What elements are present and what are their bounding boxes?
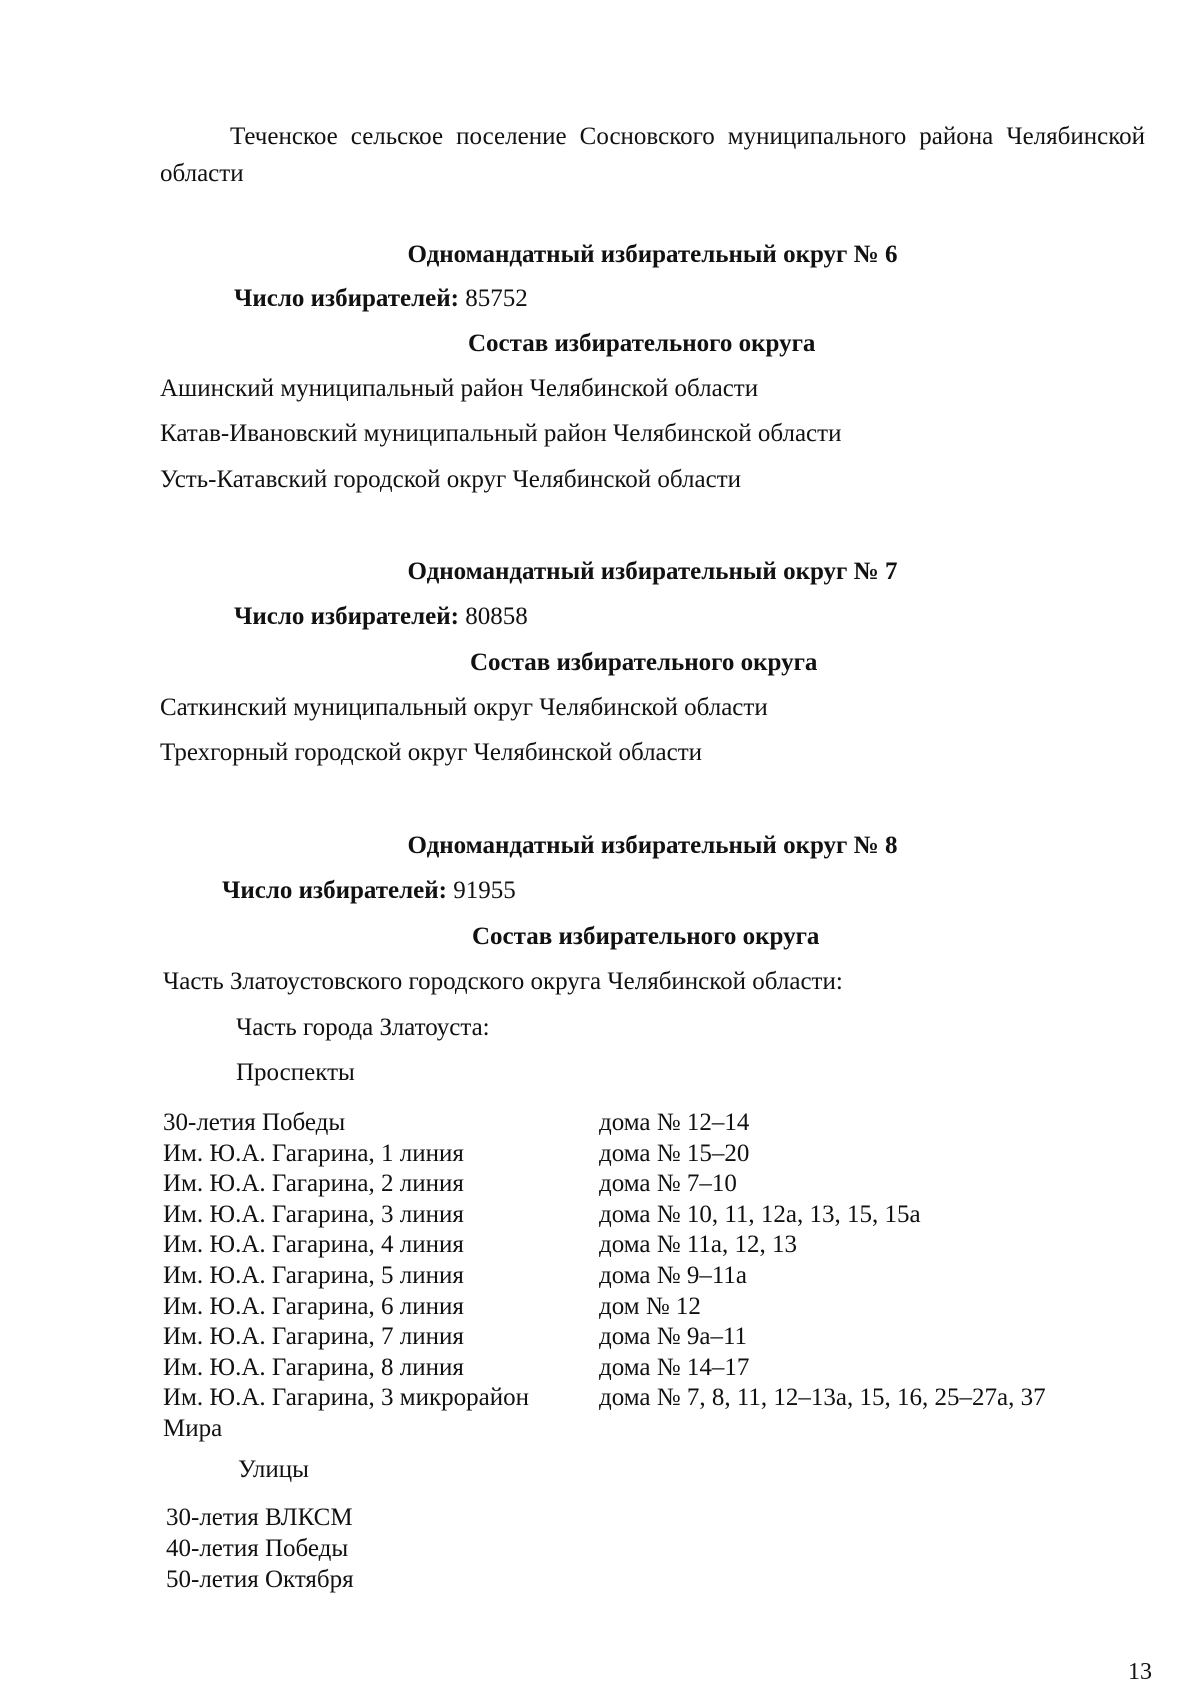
street-name: Им. Ю.А. Гагарина, 3 линия <box>163 1200 464 1228</box>
prospects-heading: Проспекты <box>236 1059 355 1086</box>
intro-paragraph: Теченское сельское поселение Сосновского муниципального района Челябинской области <box>160 123 1145 187</box>
streets-list <box>166 1502 354 1595</box>
house-numbers: дома № 11а, 12, 13 <box>599 1231 798 1259</box>
house-numbers: дома № 7–10 <box>599 1170 737 1198</box>
voters-value: 85752 <box>465 285 528 312</box>
house-numbers: дома № 14–17 <box>599 1353 750 1381</box>
page-number: 13 <box>1128 1659 1152 1685</box>
street-name: Им. Ю.А. Гагарина, 8 линия <box>163 1353 464 1381</box>
district-8-item: Часть Златоустовского городского округа Челябинской области: <box>163 968 843 995</box>
list-item: 50-летия Октября <box>166 1566 354 1593</box>
house-numbers: дома № 12–14 <box>599 1109 750 1136</box>
streets-heading: Улицы <box>238 1456 309 1483</box>
district-6-item: Усть-Катавский городской округ Челябинской области <box>160 466 741 493</box>
street-name: Им. Ю.А. Гагарина, 2 линия <box>163 1170 464 1198</box>
voters-value: 80858 <box>465 603 528 630</box>
district-6-voters <box>234 286 528 311</box>
voters-label: Число избирателей: <box>222 877 447 904</box>
district-6-item: Ашинский муниципальный район Челябинской области <box>160 375 759 402</box>
list-item: 40-летия Победы <box>166 1535 349 1562</box>
district-7-item: Саткинский муниципальный округ Челябинской области <box>160 694 768 721</box>
voters-label: Число избирателей: <box>234 285 459 312</box>
street-name: Им. Ю.А. Гагарина, 7 линия <box>163 1323 464 1351</box>
street-name: Мира <box>163 1414 223 1442</box>
district-8-voters <box>222 878 516 903</box>
house-numbers: дома № 15–20 <box>599 1139 750 1167</box>
house-numbers: дома № 9–11а <box>599 1261 748 1289</box>
district-7-title: Одномандатный избирательный округ № 7 <box>407 558 898 585</box>
street-name: Им. Ю.А. Гагарина, 4 линия <box>163 1231 464 1259</box>
district-6-composition-title: Состав избирательного округа <box>468 330 816 357</box>
house-numbers: дом № 12 <box>599 1292 701 1320</box>
district-8-title: Одномандатный избирательный округ № 8 <box>407 832 898 859</box>
house-numbers: дома № 7, 8, 11, 12–13а, 15, 16, 25–27а, 37 <box>599 1384 1046 1412</box>
voters-value: 91955 <box>453 877 516 904</box>
district-7-item: Трехгорный городской округ Челябинской области <box>160 739 703 766</box>
district-7-composition-title: Состав избирательного округа <box>470 649 818 676</box>
district-6-item: Катав-Ивановский муниципальный район Челябинской области <box>160 420 842 447</box>
street-name: Им. Ю.А. Гагарина, 5 линия <box>163 1261 464 1289</box>
district-6-title: Одномандатный избирательный округ № 6 <box>407 241 898 268</box>
district-8-composition-title: Состав избирательного округа <box>472 923 820 950</box>
street-name: Им. Ю.А. Гагарина, 1 линия <box>163 1139 464 1167</box>
district-7-voters <box>234 604 528 629</box>
street-name: Им. Ю.А. Гагарина, 3 микрорайон <box>163 1384 529 1412</box>
city-part-label: Часть города Златоуста: <box>236 1014 490 1041</box>
list-item: 30-летия ВЛКСМ <box>166 1504 353 1531</box>
voters-label: Число избирателей: <box>234 603 459 630</box>
house-numbers: дома № 10, 11, 12а, 13, 15, 15а <box>599 1200 921 1228</box>
house-numbers: дома № 9а–11 <box>599 1323 748 1351</box>
street-name: Им. Ю.А. Гагарина, 6 линия <box>163 1292 464 1320</box>
street-name: 30-летия Победы <box>163 1109 346 1136</box>
